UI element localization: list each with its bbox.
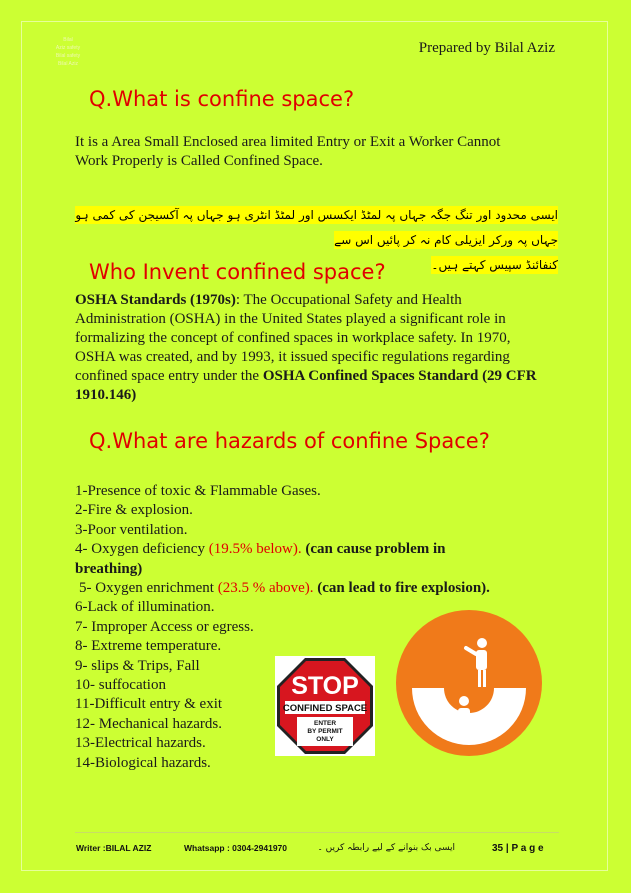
osha-body: : The Occupational Safety and Health Administration (OSHA) in the United States played a significant role in formalizing the concept of confined spaces in workplace safety. In 1970, OSHA was created, and by 1993, it issued specific regulations regarding confined space entry under the [75,292,511,384]
heading-who-invented: Who Invent confined space? [89,260,386,284]
prepared-by: Prepared by Bilal Aziz [418,40,555,56]
icon-attendant-leg [483,670,486,687]
icon-worker-body [458,708,470,728]
confined-space-icon [394,608,544,758]
stop-sign-icon [275,656,375,756]
footer-writer: Writer :BILAL AZIZ [76,843,152,853]
stop-enter-text: ENTER [313,720,337,727]
hazard-item: 1-Presence of toxic & Flammable Gases. [75,483,321,499]
urdu-line-2: کنفائنڈ سپیس کہتے ہیں۔ [431,258,558,272]
hazard-item: 2-Fire & explosion. [75,502,193,519]
hazard-text: 4- Oxygen deficiency [75,541,209,558]
footer-urdu-note: ایسی بک بنوانے کے لیے رابطہ کریں ۔ [317,843,455,853]
osha-lead: OSHA Standards (1970s) [75,292,236,308]
watermark-line: Bilal safety [55,53,81,59]
hazard-item: 10- suffocation [75,677,166,694]
hazard-item [75,540,515,579]
stop-confined-space-label: CONFINED SPACE [282,703,368,714]
hazard-red-value: (23.5 % above). [217,580,314,597]
watermark-line: Bilal Aziz [57,61,78,67]
watermark [32,36,104,68]
footer-page-number: 35 | P a g e [492,843,544,854]
stop-permit-text: BY PERMIT [307,728,343,735]
footer-whatsapp: Whatsapp : 0304-2941970 [184,843,287,853]
hazard-bold-note: (can lead to fire explosion). [313,580,490,597]
heading-hazards: Q.What are hazards of confine Space? [89,429,490,453]
stop-only-text: ONLY [316,736,334,743]
hazard-item: 7- Improper Access or egress. [75,618,254,635]
hazard-item: 6-Lack of illumination. [75,599,215,616]
hazard-item: 12- Mechanical hazards. [75,715,223,732]
osha-paragraph [75,291,545,405]
hazard-red-value: (19.5% below). [208,541,302,558]
icon-attendant-head [477,638,487,648]
hazard-bold-note: (can cause problem in breathing) [75,541,446,577]
hazard-item: 9- slips & Trips, Fall [75,657,200,674]
hazard-item: 11-Difficult entry & exit [75,696,223,713]
definition-paragraph: It is a Area Small Enclosed area limited Entry or Exit a Worker Cannot Work Properly is Called Confined Space. [75,134,501,169]
urdu-line-1: ایسی محدود اور تنگ جگہ جہاں پہ لمٹڈ ایکسس اور لمٹڈ انٹری ہو جہاں پہ آکسیجن کی کمی ہو جہاں پہ ورکر ایزیلی کام نہ کر پائیں اس سے [75,208,558,247]
watermark-line: Aziz safety [55,45,81,51]
osha-standard: OSHA Confined Spaces Standard (29 CFR 1910.146) [75,368,537,403]
stop-word: STOP [291,672,359,700]
hazard-item [75,579,565,598]
watermark-line: Bilal [63,37,73,43]
footer-divider [75,832,559,833]
hazard-item: 13-Electrical hazards. [75,735,206,752]
hazard-item: 14-Biological hazards. [75,754,211,771]
hazard-text: 5- Oxygen enrichment [79,580,218,597]
icon-worker-head [459,696,469,706]
heading-what-is-confined-space: Q.What is confine space? [89,87,355,111]
hazard-item: 8- Extreme temperature. [75,638,222,655]
hazard-item: 3-Poor ventilation. [75,521,188,538]
icon-attendant-leg [478,670,481,687]
